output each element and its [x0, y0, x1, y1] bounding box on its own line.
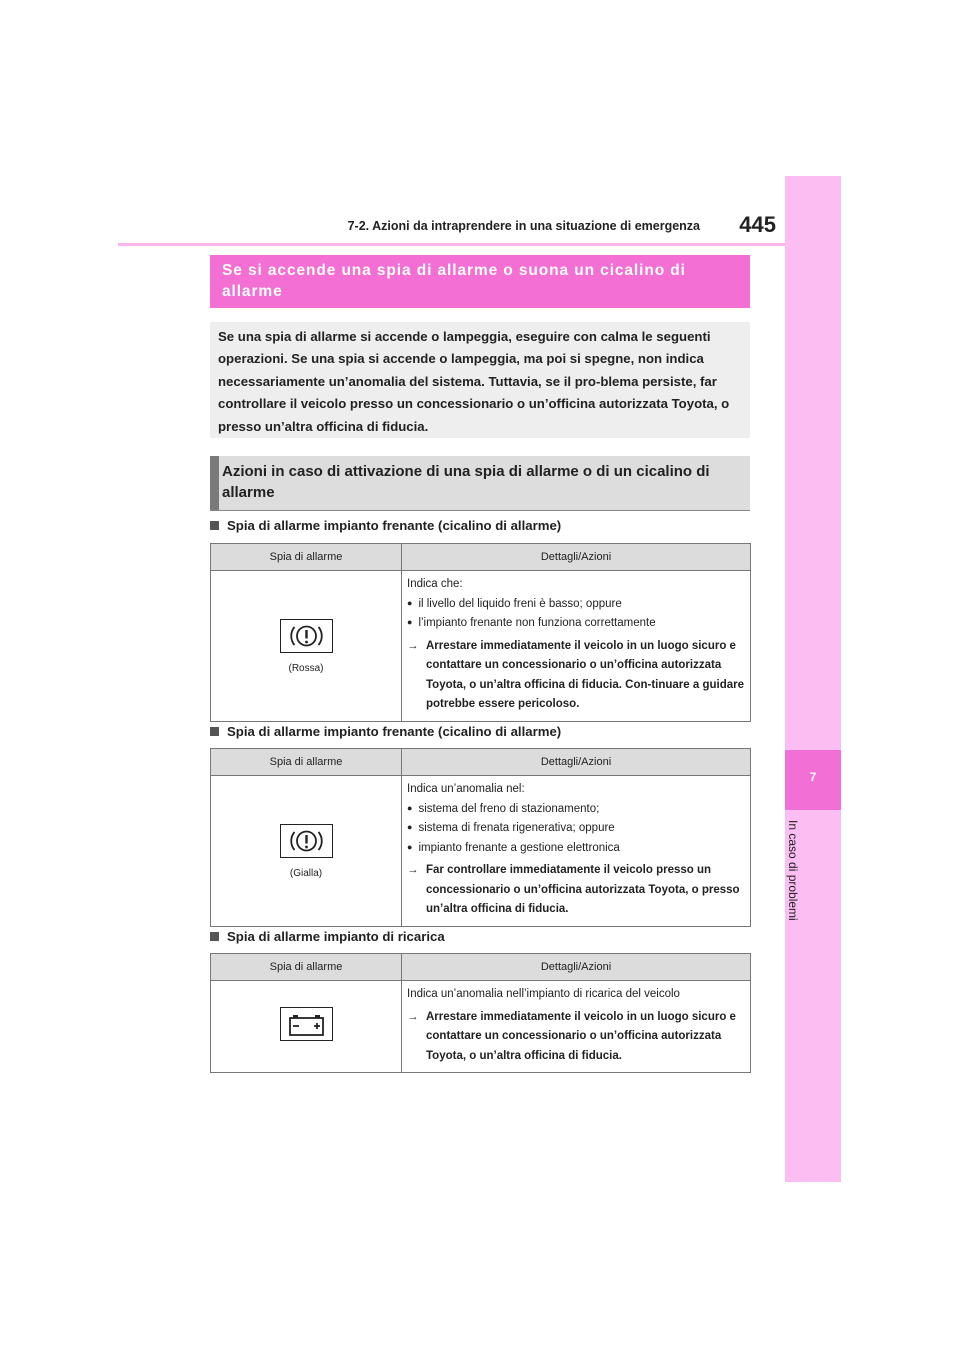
warning-table-1	[210, 543, 751, 722]
page-number: 445	[739, 212, 776, 237]
main-heading: Se si accende una spia di allarme o suona un cicalino di allarme	[222, 262, 686, 300]
icon-cell	[211, 571, 402, 722]
header-rule	[118, 243, 785, 246]
sub-heading-rule	[210, 510, 750, 511]
chapter-label-container	[784, 820, 804, 1020]
section-3-title	[210, 929, 750, 944]
table-header-details: Dettagli/Azioni	[402, 954, 751, 981]
icon-cell	[211, 776, 402, 927]
intro-paragraph: Se una spia di allarme si accende o lampeggia, eseguire con calma le seguenti operazioni. Se una spia si accende o lampeggia, ma poi si spegne, non indica necessariamente un’anomalia del sistema. Tuttavia, se il pro-blema persiste, far controllare il veicolo presso un concessionario o un’officina autorizzata Toyota, o presso un’altra officina di fiducia.	[218, 329, 730, 434]
sub-heading-bar	[210, 456, 219, 510]
table-header-details: Dettagli/Azioni	[402, 544, 751, 571]
square-bullet-icon	[210, 521, 219, 530]
brake-warning-icon	[280, 619, 333, 653]
battery-icon	[280, 1007, 333, 1041]
details-cell	[402, 981, 751, 1073]
details-intro: Indica un’anomalia nel:	[407, 783, 525, 795]
table-header-light: Spia di allarme	[211, 749, 402, 776]
sub-heading: Azioni in caso di attivazione di una spia di allarme o di un cicalino di allarme	[222, 463, 710, 501]
table-header-details: Dettagli/Azioni	[402, 749, 751, 776]
section-1-title	[210, 518, 750, 533]
chapter-number: 7	[809, 770, 817, 784]
section-2-title-text: Spia di allarme impianto frenante (cicalino di allarme)	[227, 724, 562, 739]
icon-caption: (Rossa)	[288, 662, 324, 674]
brake-warning-icon	[280, 824, 333, 858]
details-intro: Indica che:	[407, 578, 463, 590]
details-bullet: ● sistema del freno di stazionamento;	[407, 800, 746, 820]
details-bullet: ● l’impianto frenante non funziona correttamente	[407, 614, 746, 634]
table-header-light: Spia di allarme	[211, 544, 402, 571]
icon-caption: (Gialla)	[289, 867, 323, 879]
warning-table-3	[210, 953, 751, 1073]
details-bullet: ● sistema di frenata rigenerativa; oppure	[407, 819, 746, 839]
section-2-title	[210, 724, 750, 739]
section-3-title-text: Spia di allarme impianto di ricarica	[227, 929, 445, 944]
action-text: → Far controllare immediatamente il veicolo presso un concessionario o un’officina autorizzata Toyota, o presso un’altra officina di fiducia.	[407, 861, 746, 920]
details-bullet: ● impianto frenante a gestione elettronica	[407, 839, 746, 859]
details-bullet: ● il livello del liquido freni è basso; oppure	[407, 595, 746, 615]
details-intro: Indica un’anomalia nell’impianto di ricarica del veicolo	[407, 988, 680, 1000]
square-bullet-icon	[210, 727, 219, 736]
details-cell	[402, 776, 751, 927]
action-text: → Arrestare immediatamente il veicolo in un luogo sicuro e contattare un concessionario o un’officina autorizzata Toyota, o un’altra officina di fiducia. Con-tinuare a guidare potrebbe essere pericoloso.	[407, 637, 746, 715]
table-header-light: Spia di allarme	[211, 954, 402, 981]
chapter-label: In caso di problemi	[786, 820, 800, 921]
square-bullet-icon	[210, 932, 219, 941]
section-title: 7-2. Azioni da intraprendere in una situazione di emergenza	[347, 219, 700, 233]
chapter-side-tab	[785, 176, 841, 1182]
details-cell	[402, 571, 751, 722]
icon-cell	[211, 981, 402, 1073]
section-1-title-text: Spia di allarme impianto frenante (cicalino di allarme)	[227, 518, 562, 533]
action-text: → Arrestare immediatamente il veicolo in un luogo sicuro e contattare un concessionario o un’officina autorizzata Toyota, o un’altra officina di fiducia.	[407, 1008, 746, 1067]
warning-table-2	[210, 748, 751, 927]
